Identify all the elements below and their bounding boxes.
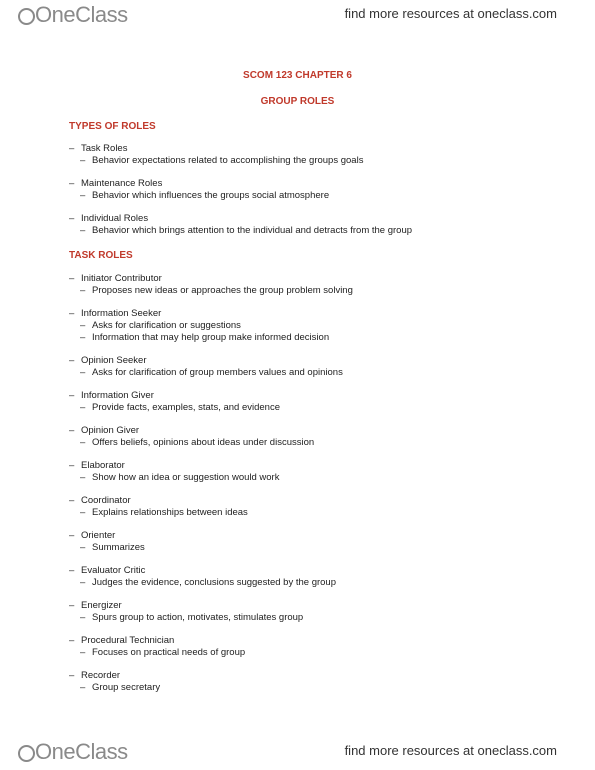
item-desc: Proposes new ideas or approaches the group problem solving [92,285,353,296]
list-subitem: – Asks for clarification or suggestions [80,320,241,331]
list-item: – Initiator Contributor [69,273,162,284]
logo-text: OneClass [35,2,128,27]
item-label: Evaluator Critic [81,565,146,576]
list-item: – Opinion Giver [69,425,140,436]
item-desc: Show how an idea or suggestion would work [92,472,280,483]
list-subitem: – Explains relationships between ideas [80,507,248,518]
list-item: – Energizer [69,600,122,611]
oneclass-logo[interactable] [18,2,128,28]
item-desc: Behavior which influences the groups social atmosphere [92,190,330,201]
list-item: – Opinion Seeker [69,355,147,366]
logo-text: OneClass [35,739,128,764]
footer-brand-bar [0,737,595,767]
header-brand-bar [0,0,595,30]
item-label: Elaborator [81,460,125,471]
item-desc: Behavior expectations related to accomplishing the groups goals [92,155,364,166]
item-desc: Information that may help group make informed decision [92,332,330,343]
item-desc: Provide facts, examples, stats, and evidence [92,402,280,413]
list-subitem: – Behavior which influences the groups social atmosphere [80,190,330,201]
list-subitem: – Provide facts, examples, stats, and evidence [80,402,280,413]
list-item: – Coordinator [69,495,131,506]
item-label: Recorder [81,670,121,681]
item-label: Initiator Contributor [81,273,162,284]
list-subitem: – Focuses on practical needs of group [80,647,246,658]
list-item: – Recorder [69,670,121,681]
item-label: Orienter [81,530,116,541]
item-desc: Explains relationships between ideas [92,507,248,518]
item-label: Information Giver [81,390,154,401]
list-subitem: – Group secretary [80,682,161,693]
item-desc: Focuses on practical needs of group [92,647,246,658]
item-label: Maintenance Roles [81,178,163,189]
task-roles-heading: TASK ROLES [69,250,133,261]
list-item: – Information Seeker [69,308,162,319]
item-label: Task Roles [81,143,128,154]
item-label: Opinion Seeker [81,355,147,366]
item-label: Information Seeker [81,308,162,319]
list-item: – Evaluator Critic [69,565,146,576]
item-desc: Asks for clarification or suggestions [92,320,241,331]
list-item: – Elaborator [69,460,125,471]
item-desc: Group secretary [92,682,161,693]
list-item: – Orienter [69,530,116,541]
list-item: – Task Roles [69,143,128,154]
types-heading: TYPES OF ROLES [69,121,156,132]
item-desc: Behavior which brings attention to the individual and detracts from the group [92,225,413,236]
item-label: Individual Roles [81,213,149,224]
list-subitem: – Offers beliefs, opinions about ideas under discussion [80,437,315,448]
list-subitem: – Proposes new ideas or approaches the group problem solving [80,285,353,296]
item-desc: Offers beliefs, opinions about ideas under discussion [92,437,315,448]
list-subitem: – Summarizes [80,542,145,553]
list-item: – Procedural Technician [69,635,175,646]
oneclass-logo-icon [18,8,35,25]
list-item: – Information Giver [69,390,154,401]
page-subtitle: GROUP ROLES [260,96,335,107]
course-title: SCOM 123 CHAPTER 6 [243,70,352,81]
item-label: Coordinator [81,495,131,506]
oneclass-logo-icon [18,745,35,762]
footer-tagline-link[interactable]: find more resources at oneclass.com [344,743,557,758]
list-subitem: – Behavior which brings attention to the individual and detracts from the group [80,225,413,236]
item-desc: Asks for clarification of group members values and opinions [92,367,343,378]
header-tagline-link[interactable]: find more resources at oneclass.com [344,6,557,21]
item-label: Procedural Technician [81,635,175,646]
item-desc: Summarizes [92,542,145,553]
list-item: – Maintenance Roles [69,178,163,189]
list-subitem: – Information that may help group make informed decision [80,332,330,343]
item-desc: Spurs group to action, motivates, stimulates group [92,612,304,623]
oneclass-logo[interactable] [18,739,128,765]
list-subitem: – Asks for clarification of group members values and opinions [80,367,343,378]
list-item: – Individual Roles [69,213,149,224]
item-desc: Judges the evidence, conclusions suggested by the group [92,577,336,588]
list-subitem: – Show how an idea or suggestion would work [80,472,280,483]
item-label: Opinion Giver [81,425,140,436]
item-label: Energizer [81,600,122,611]
list-subitem: – Behavior expectations related to accomplishing the groups goals [80,155,364,166]
list-subitem: – Spurs group to action, motivates, stimulates group [80,612,304,623]
list-subitem: – Judges the evidence, conclusions suggested by the group [80,577,336,588]
